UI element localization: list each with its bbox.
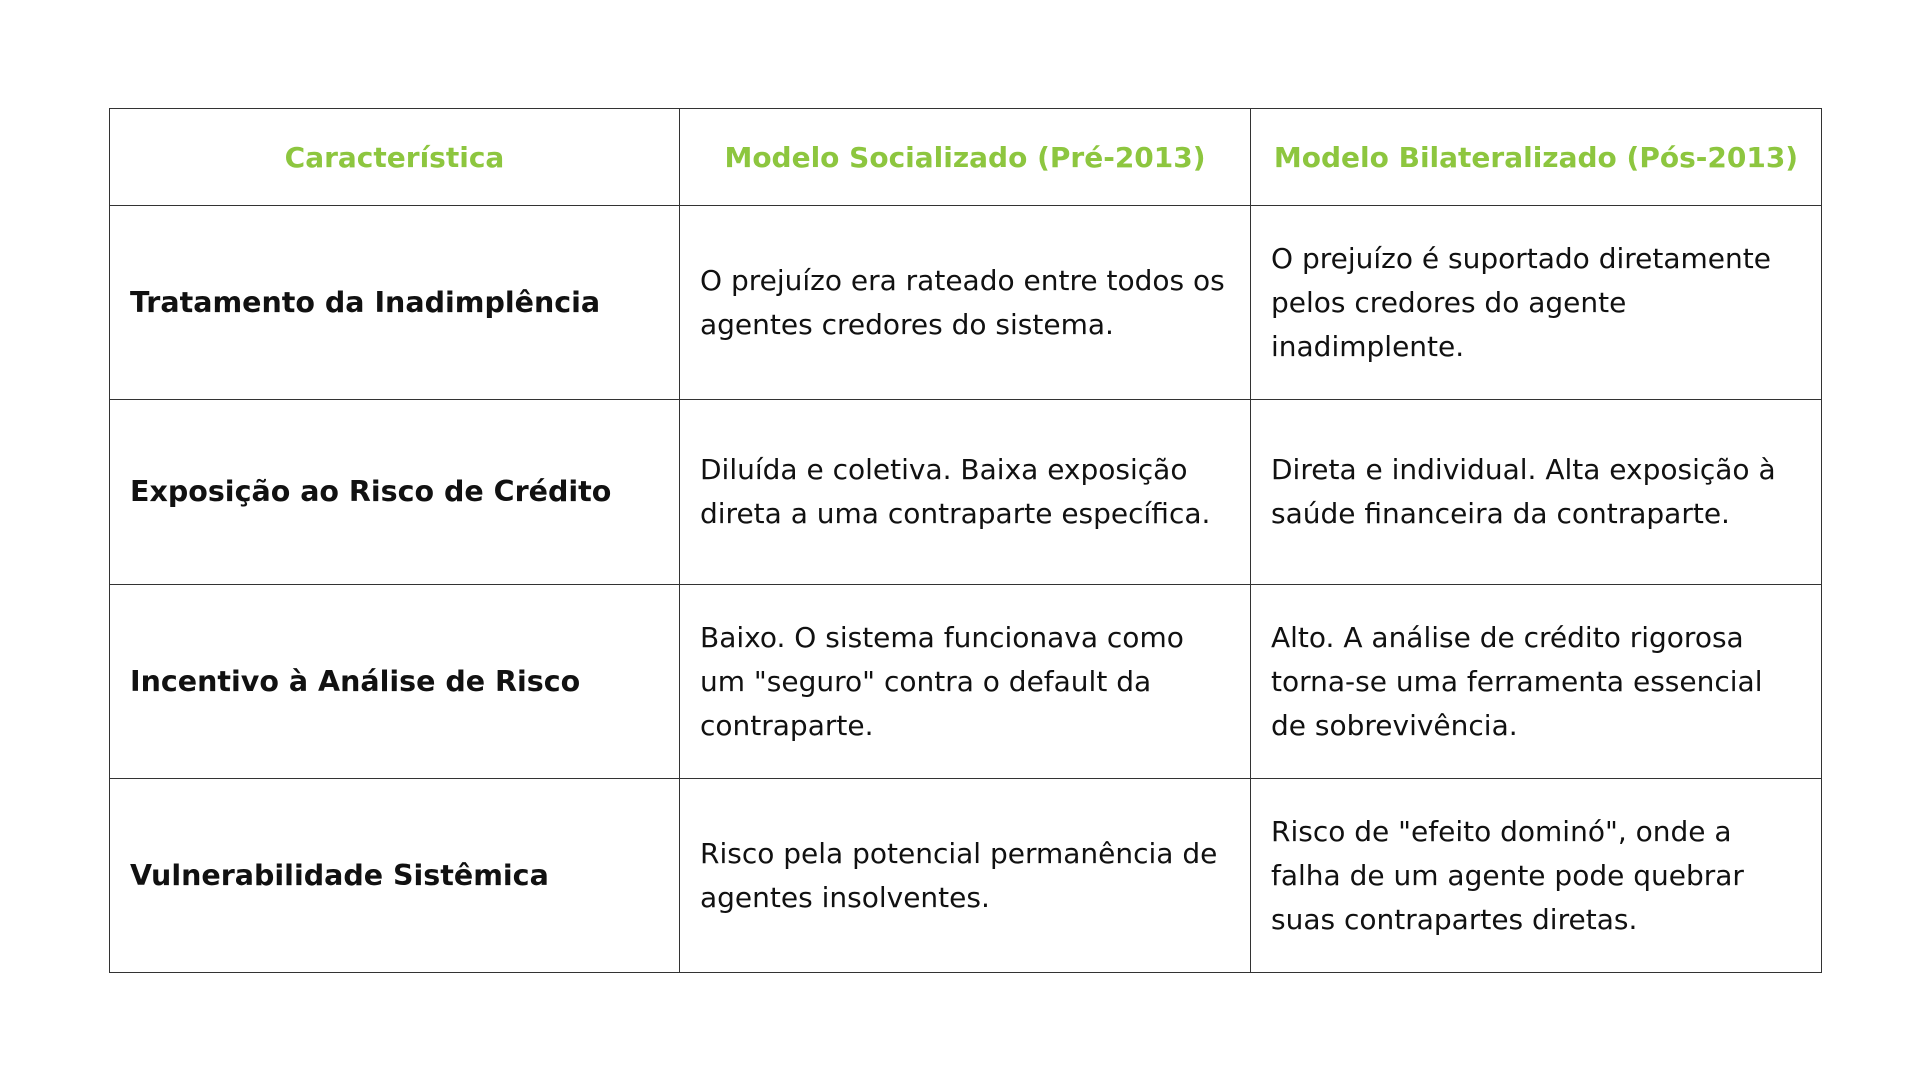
header-modelo-bilateralizado: Modelo Bilateralizado (Pós-2013): [1251, 109, 1822, 206]
socializado-cell: Diluída e coletiva. Baixa exposição direta a uma contraparte específica.: [680, 400, 1251, 585]
table-header-row: [110, 109, 1822, 206]
table-row: [110, 206, 1822, 400]
socializado-cell: Risco pela potencial permanência de agentes insolventes.: [680, 779, 1251, 973]
bilateralizado-cell: Direta e individual. Alta exposição à saúde financeira da contraparte.: [1251, 400, 1822, 585]
bilateralizado-cell: Risco de "efeito dominó", onde a falha de um agente pode quebrar suas contrapartes diretas.: [1251, 779, 1822, 973]
table-row: [110, 779, 1822, 973]
header-modelo-socializado: Modelo Socializado (Pré-2013): [680, 109, 1251, 206]
bilateralizado-cell: O prejuízo é suportado diretamente pelos credores do agente inadimplente.: [1251, 206, 1822, 400]
bilateralizado-cell: Alto. A análise de crédito rigorosa torna-se uma ferramenta essencial de sobrevivência.: [1251, 585, 1822, 779]
header-caracteristica: Característica: [110, 109, 680, 206]
feature-cell: Tratamento da Inadimplência: [110, 206, 680, 400]
socializado-cell: Baixo. O sistema funcionava como um "seguro" contra o default da contraparte.: [680, 585, 1251, 779]
socializado-cell: O prejuízo era rateado entre todos os agentes credores do sistema.: [680, 206, 1251, 400]
feature-cell: Exposição ao Risco de Crédito: [110, 400, 680, 585]
feature-cell: Vulnerabilidade Sistêmica: [110, 779, 680, 973]
feature-cell: Incentivo à Análise de Risco: [110, 585, 680, 779]
table-row: [110, 585, 1822, 779]
comparison-table: [109, 108, 1822, 973]
table-row: [110, 400, 1822, 585]
